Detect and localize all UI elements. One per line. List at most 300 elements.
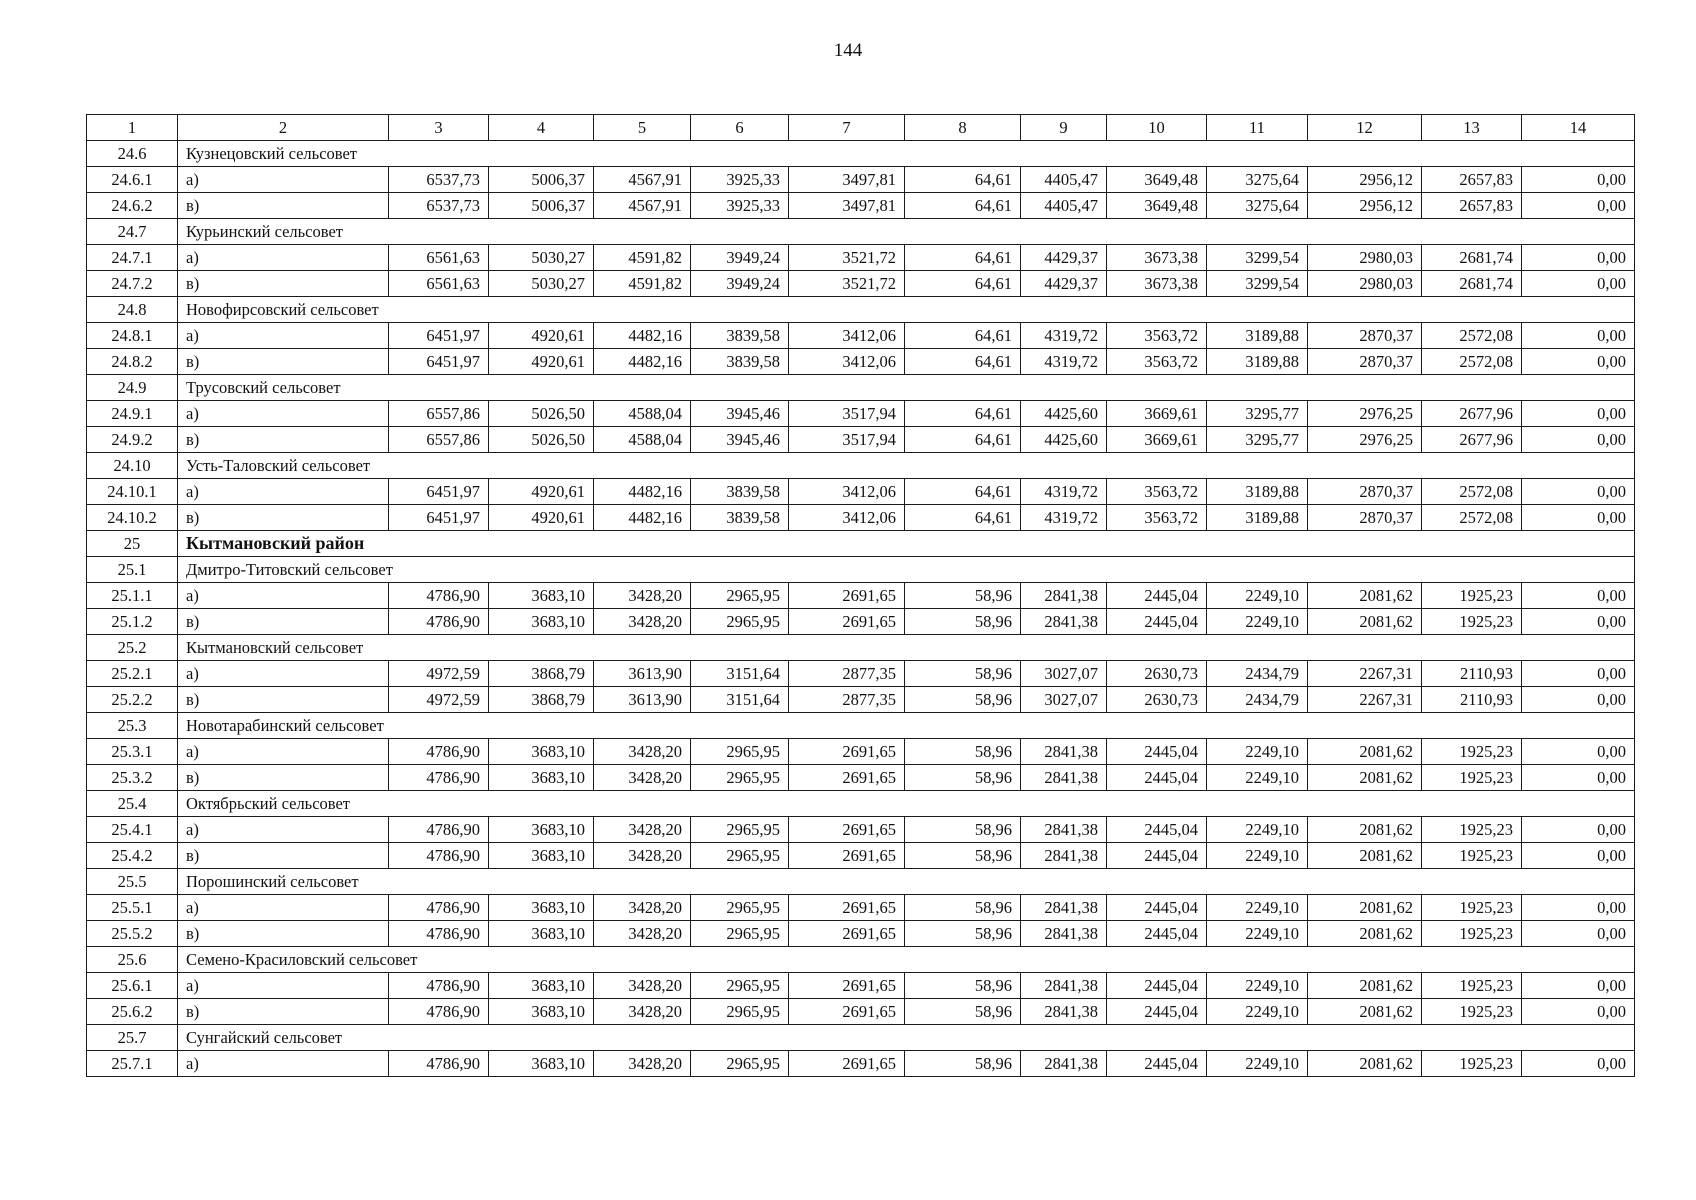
value-cell: 3189,88 [1207,505,1308,531]
value-cell: 4920,61 [489,505,594,531]
row-code: 24.7.1 [87,245,178,271]
value-cell: 2445,04 [1107,609,1207,635]
value-cell: 1925,23 [1422,895,1522,921]
value-cell: 4786,90 [389,1051,489,1077]
row-code: 24.10 [87,453,178,479]
value-cell: 3683,10 [489,609,594,635]
settlement-title: Порошинский сельсовет [178,869,1635,895]
column-number-header: 1 [87,115,178,141]
row-code: 25.7 [87,1025,178,1051]
row-code: 25.4 [87,791,178,817]
value-cell: 3275,64 [1207,193,1308,219]
value-cell: 58,96 [905,765,1021,791]
value-cell: 3428,20 [594,765,691,791]
value-cell: 5030,27 [489,271,594,297]
value-cell: 2445,04 [1107,583,1207,609]
value-cell: 0,00 [1522,765,1635,791]
table-row [87,505,1635,531]
value-cell: 3683,10 [489,895,594,921]
value-cell: 2870,37 [1308,323,1422,349]
value-cell: 3412,06 [789,349,905,375]
value-cell: 2965,95 [691,817,789,843]
value-cell: 3683,10 [489,817,594,843]
value-cell: 2691,65 [789,921,905,947]
value-cell: 3563,72 [1107,505,1207,531]
section-row [87,947,1635,973]
value-cell: 3189,88 [1207,479,1308,505]
value-cell: 3521,72 [789,271,905,297]
value-cell: 2976,25 [1308,427,1422,453]
value-cell: 2980,03 [1308,245,1422,271]
value-cell: 1925,23 [1422,609,1522,635]
value-cell: 3428,20 [594,843,691,869]
value-cell: 3295,77 [1207,427,1308,453]
value-cell: 0,00 [1522,739,1635,765]
value-cell: 3868,79 [489,687,594,713]
value-cell: 3563,72 [1107,323,1207,349]
row-code: 24.10.2 [87,505,178,531]
value-cell: 2841,38 [1021,739,1107,765]
value-cell: 0,00 [1522,973,1635,999]
value-cell: 64,61 [905,193,1021,219]
row-label: а) [178,895,389,921]
value-cell: 0,00 [1522,583,1635,609]
settlement-title: Дмитро-Титовский сельсовет [178,557,1635,583]
value-cell: 3428,20 [594,583,691,609]
value-cell: 58,96 [905,999,1021,1025]
value-cell: 3613,90 [594,687,691,713]
value-cell: 4920,61 [489,349,594,375]
value-cell: 2267,31 [1308,687,1422,713]
table-row [87,401,1635,427]
value-cell: 2572,08 [1422,505,1522,531]
settlement-title: Усть-Таловский сельсовет [178,453,1635,479]
section-row [87,1025,1635,1051]
value-cell: 64,61 [905,167,1021,193]
row-label: а) [178,1051,389,1077]
row-label: а) [178,739,389,765]
value-cell: 4429,37 [1021,245,1107,271]
value-cell: 58,96 [905,843,1021,869]
value-cell: 0,00 [1522,323,1635,349]
section-row [87,869,1635,895]
settlement-title: Новотарабинский сельсовет [178,713,1635,739]
value-cell: 4429,37 [1021,271,1107,297]
value-cell: 2965,95 [691,921,789,947]
value-cell: 2877,35 [789,661,905,687]
value-cell: 2841,38 [1021,843,1107,869]
row-code: 25 [87,531,178,557]
row-label: в) [178,271,389,297]
value-cell: 4405,47 [1021,167,1107,193]
row-code: 25.3 [87,713,178,739]
value-cell: 3027,07 [1021,687,1107,713]
row-code: 25.5.1 [87,895,178,921]
value-cell: 2081,62 [1308,999,1422,1025]
value-cell: 5026,50 [489,427,594,453]
value-cell: 3683,10 [489,739,594,765]
row-label: в) [178,193,389,219]
value-cell: 4319,72 [1021,323,1107,349]
value-cell: 0,00 [1522,245,1635,271]
value-cell: 4591,82 [594,271,691,297]
column-number-header: 2 [178,115,389,141]
table-row [87,323,1635,349]
table-row [87,843,1635,869]
settlement-title: Кытмановский сельсовет [178,635,1635,661]
value-cell: 2965,95 [691,999,789,1025]
value-cell: 58,96 [905,817,1021,843]
row-label: в) [178,765,389,791]
value-cell: 3683,10 [489,583,594,609]
value-cell: 4786,90 [389,895,489,921]
value-cell: 2691,65 [789,999,905,1025]
row-label: а) [178,401,389,427]
value-cell: 3027,07 [1021,661,1107,687]
value-cell: 2691,65 [789,895,905,921]
value-cell: 2572,08 [1422,479,1522,505]
value-cell: 0,00 [1522,661,1635,687]
row-label: в) [178,921,389,947]
row-label: а) [178,479,389,505]
value-cell: 1925,23 [1422,973,1522,999]
value-cell: 4482,16 [594,323,691,349]
table-row [87,167,1635,193]
value-cell: 2677,96 [1422,427,1522,453]
value-cell: 4786,90 [389,609,489,635]
value-cell: 1925,23 [1422,999,1522,1025]
value-cell: 6561,63 [389,245,489,271]
row-label: в) [178,609,389,635]
value-cell: 3669,61 [1107,427,1207,453]
value-cell: 4920,61 [489,479,594,505]
row-code: 25.7.1 [87,1051,178,1077]
value-cell: 4972,59 [389,687,489,713]
value-cell: 3925,33 [691,193,789,219]
value-cell: 2877,35 [789,687,905,713]
settlement-title: Новофирсовский сельсовет [178,297,1635,323]
column-number-header: 14 [1522,115,1635,141]
section-row [87,557,1635,583]
row-code: 24.9 [87,375,178,401]
value-cell: 58,96 [905,687,1021,713]
value-cell: 6557,86 [389,401,489,427]
section-row [87,635,1635,661]
value-cell: 3189,88 [1207,323,1308,349]
value-cell: 2081,62 [1308,583,1422,609]
row-code: 25.6.2 [87,999,178,1025]
value-cell: 0,00 [1522,505,1635,531]
column-number-header: 12 [1308,115,1422,141]
settlement-title: Курьинский сельсовет [178,219,1635,245]
value-cell: 2965,95 [691,1051,789,1077]
value-cell: 3925,33 [691,167,789,193]
row-label: в) [178,427,389,453]
value-cell: 2657,83 [1422,167,1522,193]
table-row [87,245,1635,271]
value-cell: 3683,10 [489,1051,594,1077]
value-cell: 2572,08 [1422,349,1522,375]
row-code: 24.10.1 [87,479,178,505]
value-cell: 2081,62 [1308,895,1422,921]
table-row [87,739,1635,765]
value-cell: 3673,38 [1107,245,1207,271]
value-cell: 2630,73 [1107,687,1207,713]
value-cell: 2445,04 [1107,765,1207,791]
value-cell: 4786,90 [389,921,489,947]
value-cell: 4319,72 [1021,479,1107,505]
section-row [87,219,1635,245]
row-label: а) [178,973,389,999]
value-cell: 3683,10 [489,843,594,869]
table-row [87,427,1635,453]
value-cell: 2434,79 [1207,687,1308,713]
value-cell: 58,96 [905,661,1021,687]
value-cell: 64,61 [905,349,1021,375]
value-cell: 5006,37 [489,193,594,219]
value-cell: 6557,86 [389,427,489,453]
value-cell: 2841,38 [1021,583,1107,609]
value-cell: 0,00 [1522,271,1635,297]
value-cell: 3428,20 [594,895,691,921]
value-cell: 2249,10 [1207,817,1308,843]
value-cell: 2081,62 [1308,843,1422,869]
value-cell: 3428,20 [594,921,691,947]
value-cell: 1925,23 [1422,739,1522,765]
value-cell: 2445,04 [1107,843,1207,869]
value-cell: 64,61 [905,401,1021,427]
table-row [87,609,1635,635]
value-cell: 0,00 [1522,193,1635,219]
row-code: 25.2.1 [87,661,178,687]
section-row [87,375,1635,401]
value-cell: 2445,04 [1107,817,1207,843]
value-cell: 3299,54 [1207,271,1308,297]
value-cell: 2681,74 [1422,245,1522,271]
value-cell: 6537,73 [389,193,489,219]
value-cell: 2965,95 [691,973,789,999]
row-code: 25.1.2 [87,609,178,635]
value-cell: 4786,90 [389,739,489,765]
value-cell: 64,61 [905,271,1021,297]
row-code: 25.4.1 [87,817,178,843]
value-cell: 2691,65 [789,973,905,999]
section-row [87,141,1635,167]
table-row [87,973,1635,999]
value-cell: 2249,10 [1207,999,1308,1025]
table-row [87,349,1635,375]
table-row [87,765,1635,791]
value-cell: 2841,38 [1021,609,1107,635]
table-row [87,895,1635,921]
value-cell: 4425,60 [1021,427,1107,453]
value-cell: 0,00 [1522,349,1635,375]
value-cell: 2965,95 [691,765,789,791]
value-cell: 3151,64 [691,687,789,713]
value-cell: 2249,10 [1207,843,1308,869]
row-label: а) [178,245,389,271]
value-cell: 3517,94 [789,427,905,453]
value-cell: 0,00 [1522,609,1635,635]
value-cell: 4786,90 [389,843,489,869]
value-cell: 64,61 [905,245,1021,271]
value-cell: 0,00 [1522,843,1635,869]
column-number-header: 5 [594,115,691,141]
column-number-header: 9 [1021,115,1107,141]
row-code: 24.6.1 [87,167,178,193]
value-cell: 2434,79 [1207,661,1308,687]
row-label: а) [178,167,389,193]
value-cell: 3428,20 [594,817,691,843]
value-cell: 2445,04 [1107,895,1207,921]
value-cell: 3428,20 [594,739,691,765]
value-cell: 2081,62 [1308,739,1422,765]
value-cell: 2081,62 [1308,973,1422,999]
value-cell: 2677,96 [1422,401,1522,427]
value-cell: 2841,38 [1021,999,1107,1025]
value-cell: 2249,10 [1207,583,1308,609]
value-cell: 1925,23 [1422,921,1522,947]
column-number-header: 11 [1207,115,1308,141]
row-code: 25.6.1 [87,973,178,999]
value-cell: 4405,47 [1021,193,1107,219]
value-cell: 2267,31 [1308,661,1422,687]
value-cell: 2445,04 [1107,739,1207,765]
section-row [87,453,1635,479]
section-row [87,791,1635,817]
value-cell: 6451,97 [389,479,489,505]
value-cell: 2965,95 [691,895,789,921]
value-cell: 2630,73 [1107,661,1207,687]
value-cell: 2572,08 [1422,323,1522,349]
value-cell: 2445,04 [1107,1051,1207,1077]
row-code: 25.3.1 [87,739,178,765]
value-cell: 64,61 [905,427,1021,453]
value-cell: 4920,61 [489,323,594,349]
table-row [87,271,1635,297]
row-code: 24.8.2 [87,349,178,375]
value-cell: 2841,38 [1021,1051,1107,1077]
value-cell: 2445,04 [1107,973,1207,999]
value-cell: 2249,10 [1207,1051,1308,1077]
value-cell: 3428,20 [594,1051,691,1077]
row-code: 24.9.1 [87,401,178,427]
row-code: 25.6 [87,947,178,973]
row-code: 24.8.1 [87,323,178,349]
value-cell: 6561,63 [389,271,489,297]
value-cell: 0,00 [1522,1051,1635,1077]
value-cell: 2249,10 [1207,973,1308,999]
value-cell: 1925,23 [1422,765,1522,791]
table-row [87,687,1635,713]
settlement-title: Кузнецовский сельсовет [178,141,1635,167]
section-row [87,713,1635,739]
value-cell: 3563,72 [1107,479,1207,505]
value-cell: 6451,97 [389,349,489,375]
row-label: в) [178,843,389,869]
row-code: 24.7.2 [87,271,178,297]
value-cell: 3497,81 [789,167,905,193]
value-cell: 58,96 [905,609,1021,635]
column-number-header-row [87,115,1635,141]
row-code: 25.1.1 [87,583,178,609]
value-cell: 5006,37 [489,167,594,193]
column-number-header: 4 [489,115,594,141]
value-cell: 2870,37 [1308,505,1422,531]
value-cell: 2691,65 [789,843,905,869]
value-cell: 3521,72 [789,245,905,271]
table-body [87,141,1635,1077]
value-cell: 2841,38 [1021,895,1107,921]
row-code: 25.2 [87,635,178,661]
value-cell: 2249,10 [1207,739,1308,765]
value-cell: 58,96 [905,739,1021,765]
value-cell: 2841,38 [1021,817,1107,843]
value-cell: 0,00 [1522,817,1635,843]
value-cell: 4567,91 [594,193,691,219]
value-cell: 4786,90 [389,999,489,1025]
value-cell: 2965,95 [691,739,789,765]
settlement-title: Трусовский сельсовет [178,375,1635,401]
value-cell: 3649,48 [1107,167,1207,193]
value-cell: 2691,65 [789,739,905,765]
value-cell: 1925,23 [1422,1051,1522,1077]
value-cell: 64,61 [905,323,1021,349]
value-cell: 4786,90 [389,765,489,791]
value-cell: 2445,04 [1107,999,1207,1025]
value-cell: 2965,95 [691,609,789,635]
value-cell: 0,00 [1522,427,1635,453]
row-label: в) [178,999,389,1025]
tariff-table [86,114,1635,1077]
district-title: Кытмановский район [178,531,1635,557]
value-cell: 3412,06 [789,479,905,505]
row-code: 24.6 [87,141,178,167]
section-row [87,531,1635,557]
value-cell: 3613,90 [594,661,691,687]
value-cell: 2681,74 [1422,271,1522,297]
row-code: 25.4.2 [87,843,178,869]
value-cell: 2249,10 [1207,895,1308,921]
row-code: 24.6.2 [87,193,178,219]
value-cell: 2956,12 [1308,193,1422,219]
value-cell: 4319,72 [1021,505,1107,531]
value-cell: 0,00 [1522,999,1635,1025]
column-number-header: 10 [1107,115,1207,141]
value-cell: 3839,58 [691,505,789,531]
value-cell: 2841,38 [1021,921,1107,947]
value-cell: 2870,37 [1308,479,1422,505]
value-cell: 3683,10 [489,765,594,791]
value-cell: 4319,72 [1021,349,1107,375]
value-cell: 2870,37 [1308,349,1422,375]
value-cell: 3517,94 [789,401,905,427]
value-cell: 2976,25 [1308,401,1422,427]
value-cell: 2841,38 [1021,973,1107,999]
value-cell: 4588,04 [594,401,691,427]
value-cell: 2081,62 [1308,921,1422,947]
value-cell: 2657,83 [1422,193,1522,219]
row-code: 24.8 [87,297,178,323]
value-cell: 4972,59 [389,661,489,687]
value-cell: 4567,91 [594,167,691,193]
value-cell: 4482,16 [594,349,691,375]
table-row [87,583,1635,609]
value-cell: 3428,20 [594,973,691,999]
value-cell: 2691,65 [789,765,905,791]
value-cell: 3683,10 [489,973,594,999]
table-row [87,921,1635,947]
